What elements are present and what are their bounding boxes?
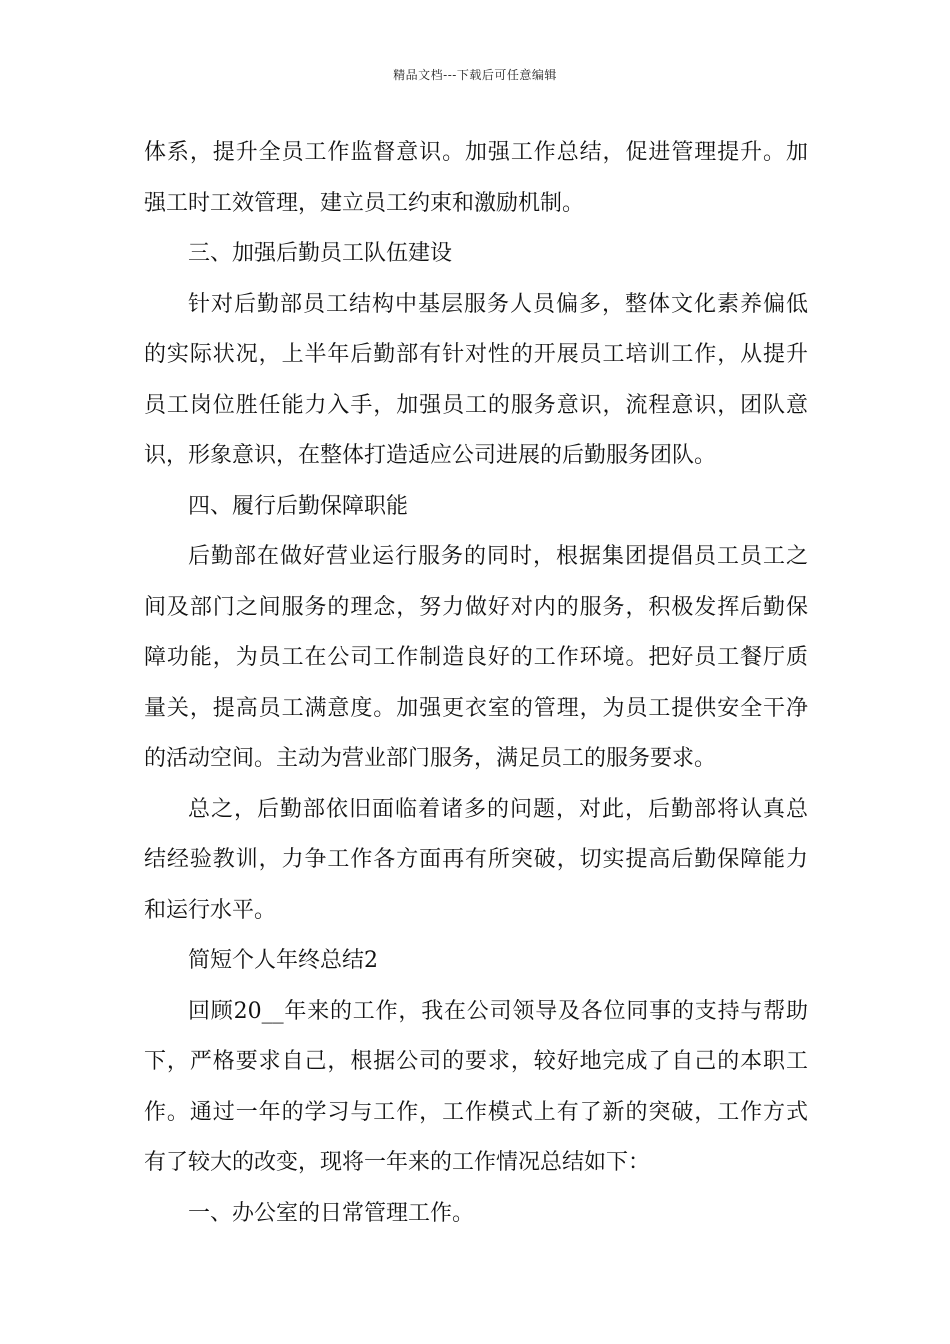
section-heading: 三、加强后勤员工队伍建设 (188, 241, 453, 266)
text-line: 员工岗位胜任能力入手，加强员工的服务意识，流程意识，团队意 (144, 392, 808, 418)
section-heading: 四、履行后勤保障职能 (188, 493, 409, 519)
text-line: 量关，提高员工满意度。加强更衣室的管理，为员工提供安全干净 (144, 695, 808, 721)
paragraph-start: 针对后勤部员工结构中基层服务人员偏多，整体文化素养偏低 (188, 291, 808, 317)
text-line: 间及部门之间服务的理念，努力做好对内的服务，积极发挥后勤保 (144, 594, 808, 620)
text-line: 的活动空间。主动为营业部门服务，满足员工的服务要求。 (144, 746, 717, 771)
text-line: 的实际状况，上半年后勤部有针对性的开展员工培训工作，从提升 (144, 342, 808, 367)
text-line: 和运行水平。 (144, 897, 277, 923)
text-line: 作。通过一年的学习与工作，工作模式上有了新的突破，工作方式 (144, 1099, 808, 1125)
paragraph-start: 回顾20__年来的工作，我在公司领导及各位同事的支持与帮助 (188, 998, 808, 1024)
text-line: 识，形象意识，在整体打造适应公司进展的后勤服务团队。 (144, 443, 717, 468)
section-heading: 一、办公室的日常管理工作。 (188, 1200, 475, 1226)
text-line: 下，严格要求自己，根据公司的要求，较好地完成了自己的本职工 (144, 1049, 808, 1074)
paragraph-start: 后勤部在做好营业运行服务的同时，根据集团提倡员工员工之 (188, 544, 808, 569)
text-line: 强工时工效管理，建立员工约束和激励机制。 (144, 190, 585, 216)
text-line: 体系，提升全员工作监督意识。加强工作总结，促进管理提升。加 (144, 140, 808, 165)
page-header: 精品文档---下载后可任意编辑 (393, 68, 557, 82)
text-line: 障功能，为员工在公司工作制造良好的工作环境。把好员工餐厅质 (144, 645, 808, 670)
text-line: 结经验教训，力争工作各方面再有所突破，切实提高后勤保障能力 (144, 847, 808, 872)
paragraph-start: 总之，后勤部依旧面临着诸多的问题，对此，后勤部将认真总 (188, 796, 808, 822)
text-line: 有了较大的改变，现将一年来的工作情况总结如下： (144, 1150, 651, 1175)
document-body (144, 128, 808, 1239)
document-subtitle: 简短个人年终总结2 (188, 948, 378, 973)
